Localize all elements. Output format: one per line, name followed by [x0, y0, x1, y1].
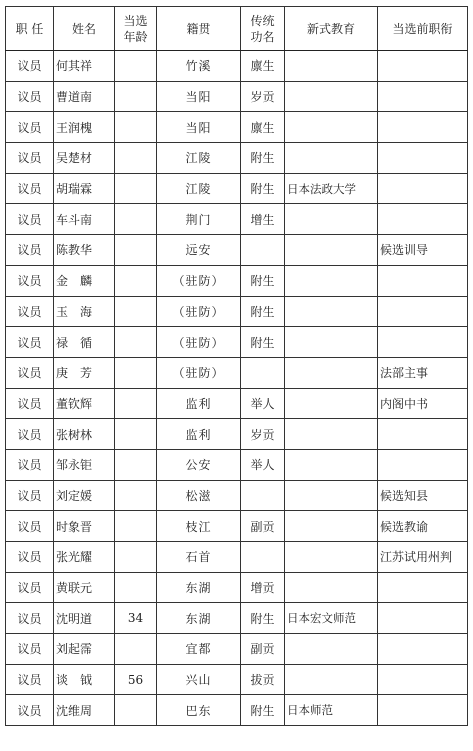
- cell-education: 日本法政大学: [285, 173, 378, 204]
- cell-traditional: 附生: [241, 296, 285, 327]
- cell-native-place: 兴山: [157, 664, 241, 695]
- cell-education: [285, 511, 378, 542]
- cell-age: 34: [115, 603, 157, 634]
- cell-native-place: 东湖: [157, 572, 241, 603]
- cell-name: 黄联元: [54, 572, 115, 603]
- header-age: [115, 7, 157, 51]
- cell-traditional: 附生: [241, 143, 285, 174]
- cell-education: [285, 204, 378, 235]
- cell-education: [285, 480, 378, 511]
- cell-education: [285, 327, 378, 358]
- cell-traditional: 廪生: [241, 112, 285, 143]
- cell-education: [285, 357, 378, 388]
- header-native-place: 籍贯: [157, 7, 241, 51]
- cell-education: [285, 143, 378, 174]
- header-prior-post: 当选前职衔: [378, 7, 468, 51]
- cell-name: 张树林: [54, 419, 115, 450]
- cell-position: 议员: [6, 143, 54, 174]
- cell-education: [285, 388, 378, 419]
- cell-traditional: [241, 357, 285, 388]
- cell-education: [285, 572, 378, 603]
- table-row: [6, 296, 468, 327]
- cell-prior-post: [378, 419, 468, 450]
- table-header: [6, 7, 468, 51]
- cell-native-place: （驻防）: [157, 357, 241, 388]
- cell-native-place: 江陵: [157, 143, 241, 174]
- cell-traditional: 副贡: [241, 511, 285, 542]
- cell-education: [285, 419, 378, 450]
- cell-prior-post: [378, 265, 468, 296]
- table-row: [6, 695, 468, 726]
- cell-age: [115, 388, 157, 419]
- cell-position: 议员: [6, 204, 54, 235]
- cell-name: 何其祥: [54, 51, 115, 82]
- cell-traditional: [241, 480, 285, 511]
- cell-education: [285, 235, 378, 266]
- cell-position: 议员: [6, 603, 54, 634]
- cell-prior-post: 法部主事: [378, 357, 468, 388]
- cell-prior-post: 江苏试用州判: [378, 542, 468, 573]
- cell-education: [285, 51, 378, 82]
- table-row: [6, 235, 468, 266]
- table-row: [6, 265, 468, 296]
- cell-name: 吴楚材: [54, 143, 115, 174]
- cell-prior-post: [378, 296, 468, 327]
- cell-prior-post: [378, 81, 468, 112]
- table-row: [6, 204, 468, 235]
- cell-traditional: 附生: [241, 265, 285, 296]
- cell-prior-post: [378, 449, 468, 480]
- cell-name: 沈明道: [54, 603, 115, 634]
- cell-prior-post: 候选教谕: [378, 511, 468, 542]
- cell-age: [115, 449, 157, 480]
- cell-name: 谈 钺: [54, 664, 115, 695]
- table-row: [6, 634, 468, 665]
- table-row: [6, 357, 468, 388]
- cell-prior-post: [378, 327, 468, 358]
- cell-native-place: （驻防）: [157, 296, 241, 327]
- cell-native-place: （驻防）: [157, 265, 241, 296]
- header-traditional-line2: 功名: [250, 29, 275, 44]
- cell-education: [285, 112, 378, 143]
- cell-age: [115, 634, 157, 665]
- cell-prior-post: [378, 695, 468, 726]
- cell-native-place: 当阳: [157, 112, 241, 143]
- cell-prior-post: 候选知县: [378, 480, 468, 511]
- cell-native-place: 远安: [157, 235, 241, 266]
- cell-position: 议员: [6, 51, 54, 82]
- header-position: 职 任: [6, 7, 54, 51]
- cell-prior-post: [378, 603, 468, 634]
- cell-name: 刘定媛: [54, 480, 115, 511]
- cell-age: [115, 327, 157, 358]
- cell-name: 刘起霈: [54, 634, 115, 665]
- cell-age: [115, 265, 157, 296]
- cell-age: [115, 480, 157, 511]
- cell-prior-post: [378, 204, 468, 235]
- cell-education: 日本宏文师范: [285, 603, 378, 634]
- cell-position: 议员: [6, 265, 54, 296]
- cell-position: 议员: [6, 112, 54, 143]
- cell-age: [115, 572, 157, 603]
- header-traditional: [241, 7, 285, 51]
- cell-name: 曹道南: [54, 81, 115, 112]
- cell-name: 王润槐: [54, 112, 115, 143]
- cell-prior-post: [378, 634, 468, 665]
- table-row: [6, 327, 468, 358]
- cell-native-place: 公安: [157, 449, 241, 480]
- cell-education: 日本师范: [285, 695, 378, 726]
- cell-name: 胡瑞霖: [54, 173, 115, 204]
- cell-age: 56: [115, 664, 157, 695]
- cell-position: 议员: [6, 511, 54, 542]
- cell-position: 议员: [6, 664, 54, 695]
- header-traditional-line1: 传统: [250, 13, 275, 28]
- cell-position: 议员: [6, 695, 54, 726]
- table-row: [6, 449, 468, 480]
- cell-traditional: 廪生: [241, 51, 285, 82]
- cell-traditional: 附生: [241, 695, 285, 726]
- roster-sheet: [5, 6, 468, 726]
- cell-age: [115, 695, 157, 726]
- table-row: [6, 603, 468, 634]
- cell-traditional: 附生: [241, 173, 285, 204]
- table-row: [6, 572, 468, 603]
- cell-prior-post: 内阁中书: [378, 388, 468, 419]
- cell-age: [115, 81, 157, 112]
- cell-name: 时象晋: [54, 511, 115, 542]
- cell-position: 议员: [6, 81, 54, 112]
- cell-education: [285, 449, 378, 480]
- table-row: [6, 511, 468, 542]
- cell-traditional: 增贡: [241, 572, 285, 603]
- cell-name: 张光耀: [54, 542, 115, 573]
- table-row: [6, 112, 468, 143]
- cell-age: [115, 173, 157, 204]
- table-row: [6, 51, 468, 82]
- cell-native-place: 枝江: [157, 511, 241, 542]
- cell-position: 议员: [6, 327, 54, 358]
- cell-traditional: [241, 235, 285, 266]
- cell-age: [115, 143, 157, 174]
- cell-position: 议员: [6, 173, 54, 204]
- cell-position: 议员: [6, 480, 54, 511]
- table-row: [6, 664, 468, 695]
- cell-prior-post: [378, 143, 468, 174]
- table-row: [6, 143, 468, 174]
- cell-traditional: 岁贡: [241, 419, 285, 450]
- cell-age: [115, 296, 157, 327]
- cell-traditional: 举人: [241, 449, 285, 480]
- cell-position: 议员: [6, 572, 54, 603]
- cell-position: 议员: [6, 542, 54, 573]
- cell-prior-post: [378, 51, 468, 82]
- cell-native-place: 监利: [157, 388, 241, 419]
- cell-age: [115, 235, 157, 266]
- cell-name: 玉 海: [54, 296, 115, 327]
- cell-name: 禄 循: [54, 327, 115, 358]
- cell-position: 议员: [6, 449, 54, 480]
- cell-name: 车斗南: [54, 204, 115, 235]
- cell-native-place: 荆门: [157, 204, 241, 235]
- header-age-line2: 年龄: [123, 29, 148, 44]
- cell-position: 议员: [6, 357, 54, 388]
- cell-native-place: 松滋: [157, 480, 241, 511]
- cell-age: [115, 542, 157, 573]
- cell-native-place: （驻防）: [157, 327, 241, 358]
- header-row: [6, 7, 468, 51]
- cell-age: [115, 357, 157, 388]
- cell-native-place: 竹溪: [157, 51, 241, 82]
- cell-name: 庚 芳: [54, 357, 115, 388]
- table-body: [6, 51, 468, 726]
- header-age-line1: 当选: [123, 13, 148, 28]
- cell-position: 议员: [6, 296, 54, 327]
- table-row: [6, 173, 468, 204]
- roster-table: [5, 6, 468, 726]
- cell-position: 议员: [6, 634, 54, 665]
- cell-prior-post: [378, 173, 468, 204]
- cell-native-place: 监利: [157, 419, 241, 450]
- cell-traditional: 拔贡: [241, 664, 285, 695]
- cell-native-place: 江陵: [157, 173, 241, 204]
- cell-position: 议员: [6, 419, 54, 450]
- cell-education: [285, 634, 378, 665]
- cell-prior-post: 候选训导: [378, 235, 468, 266]
- cell-education: [285, 664, 378, 695]
- cell-education: [285, 81, 378, 112]
- cell-age: [115, 51, 157, 82]
- cell-native-place: 巴东: [157, 695, 241, 726]
- table-row: [6, 81, 468, 112]
- cell-age: [115, 112, 157, 143]
- cell-traditional: 附生: [241, 603, 285, 634]
- cell-position: 议员: [6, 388, 54, 419]
- cell-name: 邹永钜: [54, 449, 115, 480]
- cell-age: [115, 204, 157, 235]
- cell-education: [285, 542, 378, 573]
- cell-name: 沈维周: [54, 695, 115, 726]
- header-name: 姓名: [54, 7, 115, 51]
- cell-name: 董钦辉: [54, 388, 115, 419]
- cell-native-place: 当阳: [157, 81, 241, 112]
- cell-education: [285, 296, 378, 327]
- table-row: [6, 388, 468, 419]
- cell-age: [115, 419, 157, 450]
- table-row: [6, 480, 468, 511]
- cell-native-place: 石首: [157, 542, 241, 573]
- cell-prior-post: [378, 664, 468, 695]
- cell-name: 金 麟: [54, 265, 115, 296]
- cell-traditional: 岁贡: [241, 81, 285, 112]
- cell-position: 议员: [6, 235, 54, 266]
- table-row: [6, 542, 468, 573]
- cell-traditional: 举人: [241, 388, 285, 419]
- cell-traditional: 附生: [241, 327, 285, 358]
- cell-native-place: 宜都: [157, 634, 241, 665]
- cell-education: [285, 265, 378, 296]
- cell-age: [115, 511, 157, 542]
- cell-traditional: 副贡: [241, 634, 285, 665]
- cell-name: 陈教华: [54, 235, 115, 266]
- header-new-education: 新式教育: [285, 7, 378, 51]
- cell-prior-post: [378, 112, 468, 143]
- cell-prior-post: [378, 572, 468, 603]
- cell-traditional: 增生: [241, 204, 285, 235]
- cell-traditional: [241, 542, 285, 573]
- cell-native-place: 东湖: [157, 603, 241, 634]
- table-row: [6, 419, 468, 450]
